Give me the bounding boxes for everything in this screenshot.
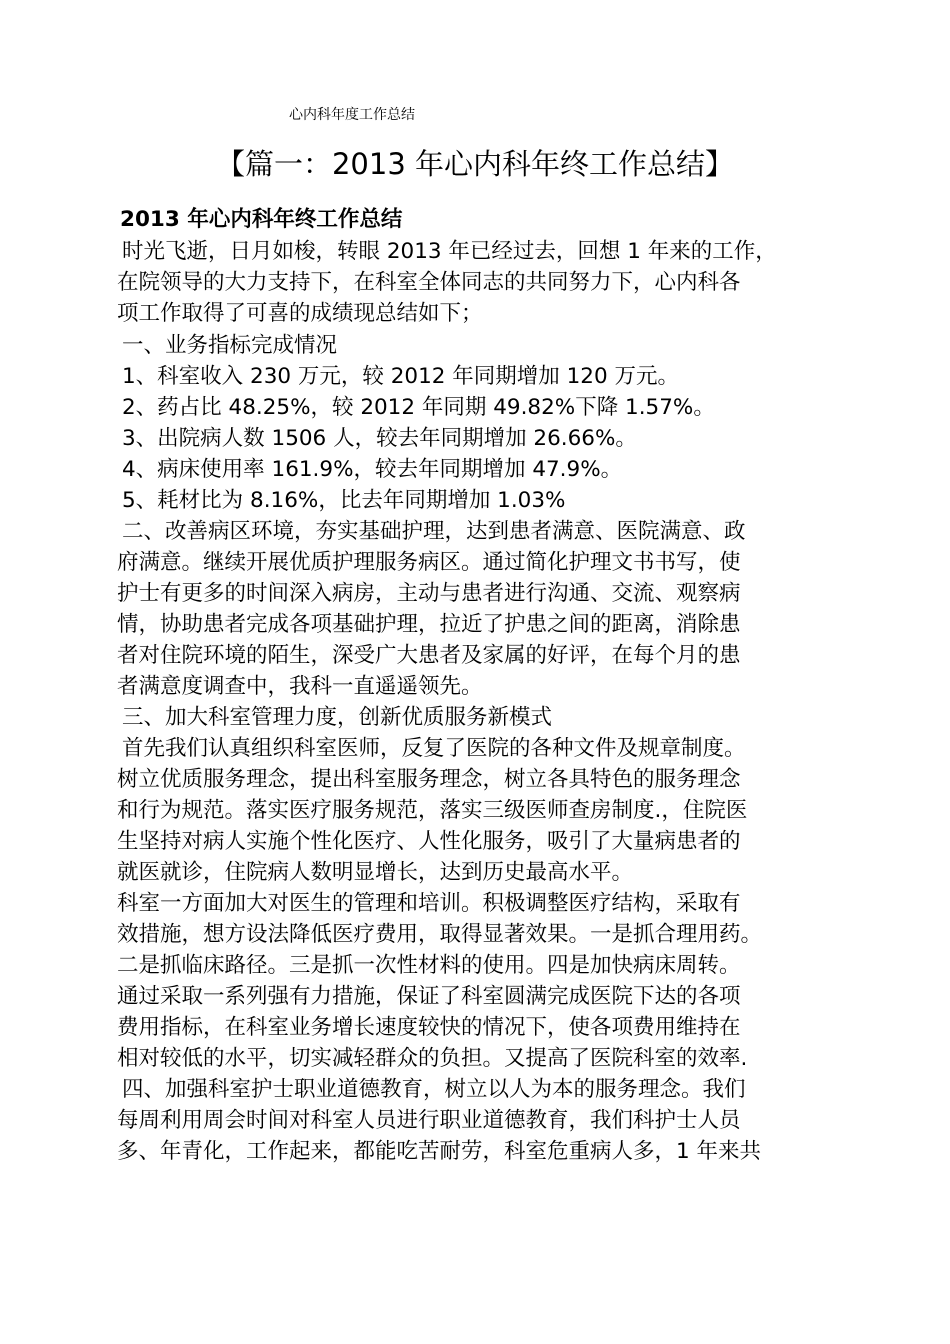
header-note: 心内科年度工作总结 xyxy=(289,107,415,123)
indicator-line: 2、药占比 48.25%，较 2012 年同期 49.82%下降 1.57%。 xyxy=(122,395,715,420)
document-title: 【篇一：2013 年心内科年终工作总结】 xyxy=(215,147,735,181)
paragraph-line: 护士有更多的时间深入病房，主动与患者进行沟通、交流、观察病 xyxy=(117,581,741,606)
paragraph-line: 二是抓临床路径。三是抓一次性材料的使用。四是加快病床周转。 xyxy=(117,953,741,978)
section-heading: 2013 年心内科年终工作总结 xyxy=(120,207,403,232)
indicator-line: 1、科室收入 230 万元，较 2012 年同期增加 120 万元。 xyxy=(122,364,679,389)
paragraph-line: 相对较低的水平，切实减轻群众的负担。又提高了医院科室的效率. xyxy=(117,1046,748,1071)
paragraph-line: 科室一方面加大对医生的管理和培训。积极调整医疗结构，采取有 xyxy=(117,891,741,916)
paragraph-line: 者对住院环境的陌生，深受广大患者及家属的好评，在每个月的患 xyxy=(117,643,741,668)
paragraph-line: 通过采取一系列强有力措施，保证了科室圆满完成医院下达的各项 xyxy=(117,984,741,1009)
paragraph-line: 每周利用周会时间对科室人员进行职业道德教育，我们科护士人员 xyxy=(117,1108,741,1133)
indicator-line: 5、耗材比为 8.16%，比去年同期增加 1.03% xyxy=(122,488,566,513)
paragraph-line: 多、年青化，工作起来，都能吃苦耐劳，科室危重病人多，1 年来共 xyxy=(117,1139,762,1164)
paragraph-line: 在院领导的大力支持下，在科室全体同志的共同努力下，心内科各 xyxy=(117,270,741,295)
indicator-line: 3、出院病人数 1506 人，较去年同期增加 26.66%。 xyxy=(122,426,637,451)
indicator-line: 4、病床使用率 161.9%，较去年同期增加 47.9%。 xyxy=(122,457,623,482)
paragraph-line: 费用指标，在科室业务增长速度较快的情况下，使各项费用维持在 xyxy=(117,1015,741,1040)
section-heading: 三、加大科室管理力度，创新优质服务新模式 xyxy=(122,705,553,730)
section-heading: 一、业务指标完成情况 xyxy=(122,333,338,358)
paragraph-line: 府满意。继续开展优质护理服务病区。通过简化护理文书书写，使 xyxy=(117,550,741,575)
paragraph-line: 生坚持对病人实施个性化医疗、人性化服务，吸引了大量病患者的 xyxy=(117,829,741,854)
paragraph-line: 就医就诊，住院病人数明显增长，达到历史最高水平。 xyxy=(117,860,634,885)
paragraph-line: 情，协助患者完成各项基础护理，拉近了护患之间的距离，消除患 xyxy=(117,612,741,637)
section-heading: 四、加强科室护士职业道德教育，树立以人为本的服务理念。我们 xyxy=(122,1077,746,1102)
paragraph-line: 效措施，想方设法降低医疗费用，取得显著效果。一是抓合理用药。 xyxy=(117,922,763,947)
paragraph-line: 首先我们认真组织科室医师，反复了医院的各种文件及规章制度。 xyxy=(122,736,746,761)
paragraph-line: 时光飞逝，日月如梭，转眼 2013 年已经过去，回想 1 年来的工作， xyxy=(122,239,777,264)
paragraph-line: 者满意度调查中，我科一直遥遥领先。 xyxy=(117,674,483,699)
paragraph-line: 项工作取得了可喜的成绩现总结如下； xyxy=(117,301,483,326)
paragraph-line: 树立优质服务理念，提出科室服务理念，树立各具特色的服务理念 xyxy=(117,767,741,792)
paragraph-line: 和行为规范。落实医疗服务规范，落实三级医师查房制度.，住院医 xyxy=(117,798,748,823)
section-heading: 二、改善病区环境，夯实基础护理，达到患者满意、医院满意、政 xyxy=(122,519,746,544)
